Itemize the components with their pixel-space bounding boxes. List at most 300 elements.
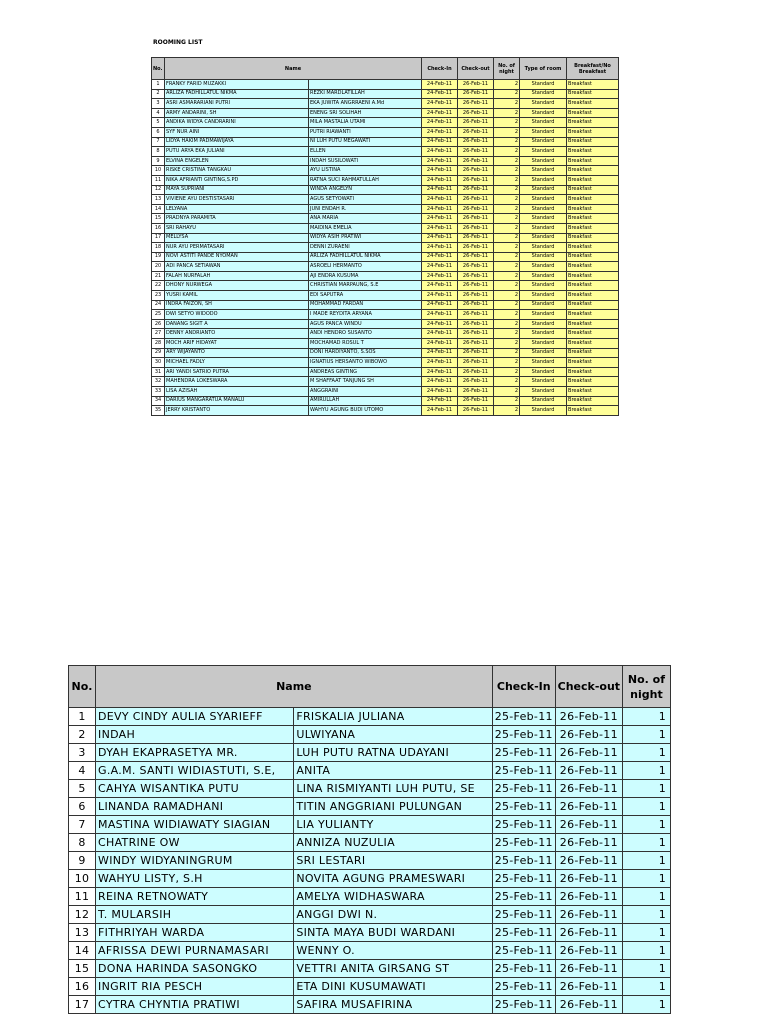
check-in-date: 24-Feb-11 (422, 195, 458, 205)
row-number: 23 (152, 291, 165, 301)
room-type: Standard (520, 156, 567, 166)
guest-name-1: LISA AZISAH (165, 387, 309, 397)
check-out-date: 26-Feb-11 (458, 310, 494, 320)
check-in-date: 25-Feb-11 (492, 978, 555, 996)
row-number: 16 (69, 978, 96, 996)
breakfast-option: Breakfast (567, 156, 619, 166)
check-out-date: 26-Feb-11 (555, 942, 622, 960)
night-count: 1 (622, 942, 670, 960)
check-out-date: 26-Feb-11 (458, 223, 494, 233)
row-number: 16 (152, 223, 165, 233)
night-count: 2 (494, 396, 520, 406)
room-type: Standard (520, 377, 567, 387)
check-in-date: 24-Feb-11 (422, 348, 458, 358)
table-row (152, 387, 619, 397)
check-out-date: 26-Feb-11 (458, 319, 494, 329)
header-check-in: Check-In (492, 666, 555, 708)
guest-name-1: MASTINA WIDIAWATY SIAGIAN (96, 816, 294, 834)
table-row (69, 852, 671, 870)
guest-name-2: ARLIZA FADHILLATUL NIKMA (309, 252, 422, 262)
night-count: 1 (622, 978, 670, 996)
room-type: Standard (520, 185, 567, 195)
guest-name-2: NI LUH PUTU MEGAWATI (309, 137, 422, 147)
table-row (152, 118, 619, 128)
room-type: Standard (520, 329, 567, 339)
table-row (69, 834, 671, 852)
night-count: 1 (622, 888, 670, 906)
guest-name-1: YUSRI KAMIL (165, 291, 309, 301)
night-count: 2 (494, 310, 520, 320)
table-row (69, 978, 671, 996)
header-check-out: Check-out (555, 666, 622, 708)
check-in-date: 24-Feb-11 (422, 233, 458, 243)
breakfast-option: Breakfast (567, 367, 619, 377)
guest-name-2: I MADE REYDITA ARYANA (309, 310, 422, 320)
guest-name-1: ARLIZA FADHILLATUL NIKMA (165, 89, 309, 99)
row-number: 33 (152, 387, 165, 397)
check-in-date: 25-Feb-11 (492, 798, 555, 816)
guest-name-2: SRI LESTARI (294, 852, 492, 870)
room-type: Standard (520, 166, 567, 176)
table-row (152, 358, 619, 368)
guest-name-2: MAIDINA EMELIA (309, 223, 422, 233)
table-row (69, 924, 671, 942)
night-count: 2 (494, 175, 520, 185)
guest-name-2: LINA RISMIYANTI LUH PUTU, SE (294, 780, 492, 798)
header-name: Name (165, 58, 422, 80)
check-in-date: 24-Feb-11 (422, 214, 458, 224)
breakfast-option: Breakfast (567, 319, 619, 329)
guest-name-2: JUNI ENDAH R. (309, 204, 422, 214)
row-number: 12 (152, 185, 165, 195)
row-number: 31 (152, 367, 165, 377)
room-type: Standard (520, 195, 567, 205)
guest-name-2: WAHYU AGUNG BUDI UTOMO (309, 406, 422, 416)
guest-name-1: PUTU ARYA EKA JULIANI (165, 147, 309, 157)
night-count: 1 (622, 996, 670, 1014)
table-row (152, 300, 619, 310)
guest-name-1: SRI RAHAYU (165, 223, 309, 233)
row-number: 8 (152, 147, 165, 157)
check-in-date: 25-Feb-11 (492, 870, 555, 888)
guest-name-1: ANDIKA WIDYA CANDRARINI (165, 118, 309, 128)
breakfast-option: Breakfast (567, 406, 619, 416)
check-in-date: 24-Feb-11 (422, 319, 458, 329)
header-check-in: Check-In (422, 58, 458, 80)
table-row (152, 319, 619, 329)
check-in-date: 24-Feb-11 (422, 406, 458, 416)
row-number: 2 (152, 89, 165, 99)
table-row (152, 271, 619, 281)
check-out-date: 26-Feb-11 (555, 960, 622, 978)
guest-name-1: DENNY ANDRIANTO (165, 329, 309, 339)
breakfast-option: Breakfast (567, 243, 619, 253)
table-row (152, 99, 619, 109)
guest-name-2: AGUS PANCA WINDU (309, 319, 422, 329)
table-row (69, 960, 671, 978)
check-out-date: 26-Feb-11 (555, 726, 622, 744)
check-in-date: 24-Feb-11 (422, 367, 458, 377)
check-out-date: 26-Feb-11 (458, 262, 494, 272)
breakfast-option: Breakfast (567, 300, 619, 310)
check-in-date: 24-Feb-11 (422, 262, 458, 272)
room-type: Standard (520, 291, 567, 301)
guest-name-2: MOCHAMAD ROSUL T (309, 339, 422, 349)
table-row (69, 888, 671, 906)
table-row (152, 233, 619, 243)
breakfast-option: Breakfast (567, 204, 619, 214)
night-count: 1 (622, 816, 670, 834)
guest-name-1: DHONY NURWEGA (165, 281, 309, 291)
row-number: 20 (152, 262, 165, 272)
night-count: 1 (622, 870, 670, 888)
guest-name-2: WENNY O. (294, 942, 492, 960)
room-type: Standard (520, 147, 567, 157)
check-in-date: 24-Feb-11 (422, 396, 458, 406)
check-out-date: 26-Feb-11 (458, 204, 494, 214)
guest-name-1: ARY WIJAYANTO (165, 348, 309, 358)
room-type: Standard (520, 262, 567, 272)
guest-name-2: ELLEN (309, 147, 422, 157)
breakfast-option: Breakfast (567, 195, 619, 205)
guest-name-2: SINTA MAYA BUDI WARDANI (294, 924, 492, 942)
guest-name-1: RISKE CRISTINA TANGKAU (165, 166, 309, 176)
guest-name-1: WAHYU LISTY, S.H (96, 870, 294, 888)
guest-name-1: MICHAEL FADLY (165, 358, 309, 368)
header-breakfast: Breakfast/No Breakfast (567, 58, 619, 80)
breakfast-option: Breakfast (567, 233, 619, 243)
breakfast-option: Breakfast (567, 358, 619, 368)
check-out-date: 26-Feb-11 (458, 387, 494, 397)
guest-name-1: MELLYSA (165, 233, 309, 243)
check-in-date: 24-Feb-11 (422, 147, 458, 157)
guest-name-2: ENENG SRI SOLIHAH (309, 108, 422, 118)
breakfast-option: Breakfast (567, 396, 619, 406)
breakfast-option: Breakfast (567, 99, 619, 109)
check-in-date: 25-Feb-11 (492, 942, 555, 960)
table-row (152, 156, 619, 166)
check-in-date: 24-Feb-11 (422, 80, 458, 90)
breakfast-option: Breakfast (567, 348, 619, 358)
check-out-date: 26-Feb-11 (458, 214, 494, 224)
guest-name-1: LELYANA (165, 204, 309, 214)
room-type: Standard (520, 204, 567, 214)
check-in-date: 24-Feb-11 (422, 223, 458, 233)
table-row (152, 175, 619, 185)
check-out-date: 26-Feb-11 (458, 377, 494, 387)
row-number: 11 (69, 888, 96, 906)
check-in-date: 24-Feb-11 (422, 185, 458, 195)
check-out-date: 26-Feb-11 (555, 996, 622, 1014)
table-row (152, 396, 619, 406)
check-in-date: 24-Feb-11 (422, 377, 458, 387)
guest-name-1: DONA HARINDA SASONGKO (96, 960, 294, 978)
header-check-out: Check-out (458, 58, 494, 80)
check-out-date: 26-Feb-11 (555, 978, 622, 996)
check-out-date: 26-Feb-11 (555, 744, 622, 762)
room-type: Standard (520, 89, 567, 99)
guest-name-2: REZKI MARDLATILLAH (309, 89, 422, 99)
guest-name-1: DWI SETYO WIDODO (165, 310, 309, 320)
room-type: Standard (520, 137, 567, 147)
room-type: Standard (520, 396, 567, 406)
check-in-date: 24-Feb-11 (422, 89, 458, 99)
check-in-date: 24-Feb-11 (422, 108, 458, 118)
check-in-date: 24-Feb-11 (422, 204, 458, 214)
row-number: 13 (69, 924, 96, 942)
room-type: Standard (520, 99, 567, 109)
check-in-date: 24-Feb-11 (422, 271, 458, 281)
night-count: 2 (494, 319, 520, 329)
night-count: 1 (622, 744, 670, 762)
guest-name-1: WINDY WIDYANINGRUM (96, 852, 294, 870)
check-in-date: 24-Feb-11 (422, 387, 458, 397)
table-row (152, 214, 619, 224)
guest-name-2: ANDREAS GINTING (309, 367, 422, 377)
guest-name-2: MILA MASTALIA UTAMI (309, 118, 422, 128)
check-in-date: 24-Feb-11 (422, 300, 458, 310)
guest-name-2: VETTRI ANITA GIRSANG ST (294, 960, 492, 978)
rooming-table-2 (68, 665, 671, 1014)
check-out-date: 26-Feb-11 (458, 271, 494, 281)
check-out-date: 26-Feb-11 (555, 798, 622, 816)
check-out-date: 26-Feb-11 (458, 339, 494, 349)
guest-name-2: ANDI HENDRO SUSANTO (309, 329, 422, 339)
row-number: 8 (69, 834, 96, 852)
room-type: Standard (520, 348, 567, 358)
row-number: 17 (69, 996, 96, 1014)
night-count: 2 (494, 89, 520, 99)
check-in-date: 24-Feb-11 (422, 156, 458, 166)
guest-name-1: CHATRINE OW (96, 834, 294, 852)
row-number: 34 (152, 396, 165, 406)
check-out-date: 26-Feb-11 (458, 367, 494, 377)
guest-name-1: ASRI ASMARARIANI PUTRI (165, 99, 309, 109)
guest-name-1: SYF NUR AINI (165, 127, 309, 137)
row-number: 2 (69, 726, 96, 744)
table-body (152, 80, 619, 416)
check-out-date: 26-Feb-11 (458, 291, 494, 301)
check-in-date: 24-Feb-11 (422, 291, 458, 301)
night-count: 2 (494, 108, 520, 118)
guest-name-1: REINA RETNOWATY (96, 888, 294, 906)
table-row (152, 127, 619, 137)
guest-name-1: NOVI ASTITI PANDE NYOMAN (165, 252, 309, 262)
check-out-date: 26-Feb-11 (555, 906, 622, 924)
breakfast-option: Breakfast (567, 271, 619, 281)
night-count: 2 (494, 358, 520, 368)
row-number: 5 (69, 780, 96, 798)
check-in-date: 24-Feb-11 (422, 127, 458, 137)
night-count: 1 (622, 834, 670, 852)
row-number: 10 (69, 870, 96, 888)
check-in-date: 25-Feb-11 (492, 780, 555, 798)
row-number: 21 (152, 271, 165, 281)
breakfast-option: Breakfast (567, 310, 619, 320)
row-number: 1 (69, 708, 96, 726)
guest-name-2: ETA DINI KUSUMAWATI (294, 978, 492, 996)
header-nights: No. of night (494, 58, 520, 80)
check-in-date: 24-Feb-11 (422, 252, 458, 262)
row-number: 12 (69, 906, 96, 924)
check-in-date: 24-Feb-11 (422, 243, 458, 253)
room-type: Standard (520, 108, 567, 118)
check-out-date: 26-Feb-11 (458, 80, 494, 90)
night-count: 2 (494, 195, 520, 205)
guest-name-1: ARMY ANDARINI, SH (165, 108, 309, 118)
check-in-date: 25-Feb-11 (492, 852, 555, 870)
table-row (152, 262, 619, 272)
row-number: 30 (152, 358, 165, 368)
table-row (69, 996, 671, 1014)
table-row (152, 223, 619, 233)
breakfast-option: Breakfast (567, 252, 619, 262)
table-row (69, 816, 671, 834)
row-number: 24 (152, 300, 165, 310)
night-count: 2 (494, 406, 520, 416)
guest-name-2: MOHAMMAD FARDAN (309, 300, 422, 310)
room-type: Standard (520, 387, 567, 397)
breakfast-option: Breakfast (567, 387, 619, 397)
check-in-date: 24-Feb-11 (422, 137, 458, 147)
table-header-row (152, 58, 619, 80)
guest-name-2: AJI ENDRA KUSUMA (309, 271, 422, 281)
night-count: 1 (622, 852, 670, 870)
night-count: 2 (494, 233, 520, 243)
breakfast-option: Breakfast (567, 80, 619, 90)
guest-name-2: RATNA SUCI RAHMATULLAH (309, 175, 422, 185)
night-count: 2 (494, 147, 520, 157)
row-number: 17 (152, 233, 165, 243)
guest-name-1: VIVIENE AYU DESTISTASARI (165, 195, 309, 205)
room-type: Standard (520, 406, 567, 416)
guest-name-2: NOVITA AGUNG PRAMESWARI (294, 870, 492, 888)
row-number: 26 (152, 319, 165, 329)
table-row (152, 204, 619, 214)
guest-name-2: AYU LISTINA (309, 166, 422, 176)
check-out-date: 26-Feb-11 (458, 118, 494, 128)
page-title: ROOMING LIST (153, 39, 203, 46)
row-number: 3 (152, 99, 165, 109)
table-row (152, 291, 619, 301)
check-out-date: 26-Feb-11 (458, 233, 494, 243)
check-in-date: 25-Feb-11 (492, 996, 555, 1014)
room-type: Standard (520, 233, 567, 243)
check-out-date: 26-Feb-11 (458, 156, 494, 166)
check-out-date: 26-Feb-11 (458, 406, 494, 416)
row-number: 5 (152, 118, 165, 128)
check-out-date: 26-Feb-11 (458, 185, 494, 195)
table-row (152, 137, 619, 147)
guest-name-1: INGRIT RIA PESCH (96, 978, 294, 996)
check-in-date: 25-Feb-11 (492, 924, 555, 942)
night-count: 2 (494, 185, 520, 195)
night-count: 2 (494, 204, 520, 214)
check-out-date: 26-Feb-11 (458, 166, 494, 176)
night-count: 1 (622, 726, 670, 744)
breakfast-option: Breakfast (567, 89, 619, 99)
row-number: 10 (152, 166, 165, 176)
guest-name-2: AGUS SETYOWATI (309, 195, 422, 205)
night-count: 2 (494, 80, 520, 90)
check-in-date: 25-Feb-11 (492, 816, 555, 834)
room-type: Standard (520, 243, 567, 253)
table-row (69, 798, 671, 816)
guest-name-1: NIKA AFRIANTI GINTING,S.PD (165, 175, 309, 185)
row-number: 9 (152, 156, 165, 166)
check-out-date: 26-Feb-11 (458, 89, 494, 99)
guest-name-1: DYAH EKAPRASETYA MR. (96, 744, 294, 762)
breakfast-option: Breakfast (567, 175, 619, 185)
check-out-date: 26-Feb-11 (458, 329, 494, 339)
night-count: 2 (494, 127, 520, 137)
check-in-date: 24-Feb-11 (422, 339, 458, 349)
check-out-date: 26-Feb-11 (458, 195, 494, 205)
check-in-date: 25-Feb-11 (492, 906, 555, 924)
guest-name-2: TITIN ANGGRIANI PULUNGAN (294, 798, 492, 816)
night-count: 2 (494, 300, 520, 310)
room-type: Standard (520, 281, 567, 291)
guest-name-2: ANA MARIA (309, 214, 422, 224)
night-count: 2 (494, 262, 520, 272)
table-row (152, 310, 619, 320)
breakfast-option: Breakfast (567, 223, 619, 233)
breakfast-option: Breakfast (567, 329, 619, 339)
check-in-date: 25-Feb-11 (492, 834, 555, 852)
check-in-date: 25-Feb-11 (492, 708, 555, 726)
table-row (152, 195, 619, 205)
table-row (152, 185, 619, 195)
night-count: 2 (494, 99, 520, 109)
guest-name-2: LIA YULIANTY (294, 816, 492, 834)
check-out-date: 26-Feb-11 (555, 834, 622, 852)
guest-name-2: ANNIZA NUZULIA (294, 834, 492, 852)
room-type: Standard (520, 367, 567, 377)
table-row (152, 147, 619, 157)
guest-name-1: DARIUS MANGARATUA MANALU (165, 396, 309, 406)
night-count: 2 (494, 339, 520, 349)
breakfast-option: Breakfast (567, 147, 619, 157)
guest-name-1: CYTRA CHYNTIA PRATIWI (96, 996, 294, 1014)
night-count: 2 (494, 118, 520, 128)
guest-name-1: DEVY CINDY AULIA SYARIEFF (96, 708, 294, 726)
room-type: Standard (520, 319, 567, 329)
night-count: 1 (622, 780, 670, 798)
night-count: 1 (622, 960, 670, 978)
check-out-date: 26-Feb-11 (458, 358, 494, 368)
guest-name-2: INDAH SUSILOWATI (309, 156, 422, 166)
guest-name-2: WIDYA ASIH PRATIWI (309, 233, 422, 243)
row-number: 3 (69, 744, 96, 762)
guest-name-1: LINANDA RAMADHANI (96, 798, 294, 816)
guest-name-1: FITHRIYAH WARDA (96, 924, 294, 942)
check-out-date: 26-Feb-11 (555, 852, 622, 870)
guest-name-1: CAHYA WISANTIKA PUTU (96, 780, 294, 798)
table-row (152, 367, 619, 377)
room-type: Standard (520, 300, 567, 310)
guest-name-1: T. MULARSIH (96, 906, 294, 924)
room-type: Standard (520, 118, 567, 128)
check-out-date: 26-Feb-11 (458, 252, 494, 262)
row-number: 4 (69, 762, 96, 780)
table-row (152, 243, 619, 253)
row-number: 19 (152, 252, 165, 262)
night-count: 2 (494, 156, 520, 166)
row-number: 14 (69, 942, 96, 960)
guest-name-1: MAYA SUPRIANI (165, 185, 309, 195)
guest-name-2: AMIRULLAH (309, 396, 422, 406)
check-out-date: 26-Feb-11 (458, 348, 494, 358)
